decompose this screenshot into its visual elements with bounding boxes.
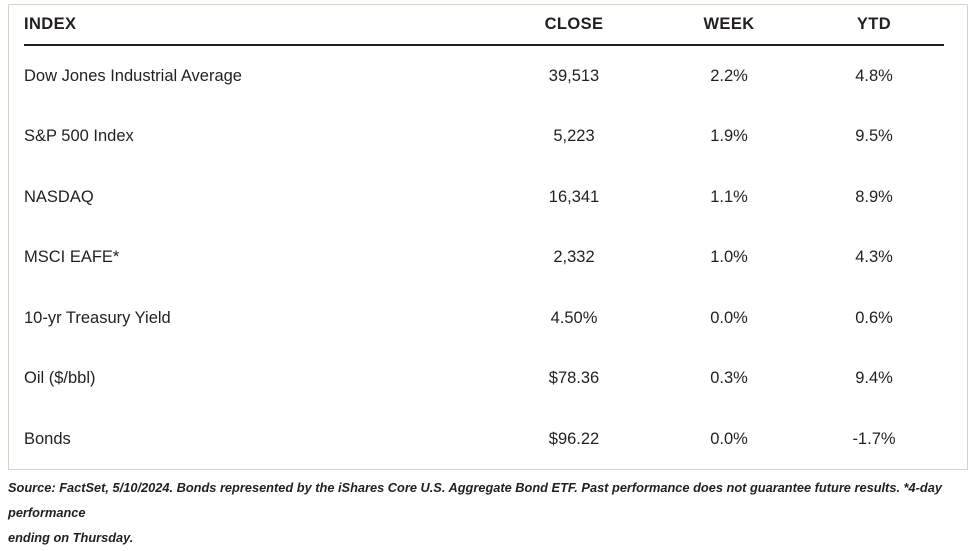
- cell-week: 0.3%: [710, 369, 748, 388]
- cell-week: 0.0%: [710, 308, 748, 327]
- table-body: [24, 45, 944, 470]
- cell-week: 1.9%: [710, 127, 748, 146]
- cell-close: 5,223: [553, 127, 595, 146]
- cell-week: 1.1%: [710, 187, 748, 206]
- table-header: [24, 4, 944, 45]
- source-footnote: [8, 476, 968, 551]
- column-header-ytd: YTD: [804, 4, 944, 45]
- cell-index: NASDAQ: [24, 187, 94, 206]
- cell-close: 4.50%: [550, 308, 598, 327]
- cell-index: 10-yr Treasury Yield: [24, 308, 171, 327]
- cell-index: MSCI EAFE*: [24, 248, 120, 267]
- market-index-table: [24, 4, 944, 470]
- column-header-index: INDEX: [24, 4, 494, 45]
- cell-close: 16,341: [548, 187, 600, 206]
- column-header-close: CLOSE: [494, 4, 654, 45]
- cell-index: Oil ($/bbl): [24, 369, 96, 388]
- cell-ytd: -1.7%: [852, 429, 896, 448]
- cell-week: 0.0%: [710, 429, 748, 448]
- cell-index: Dow Jones Industrial Average: [24, 66, 242, 85]
- cell-ytd: 9.5%: [855, 127, 893, 146]
- cell-ytd: 4.8%: [855, 66, 893, 85]
- cell-close: 39,513: [548, 66, 600, 85]
- column-header-week: WEEK: [654, 4, 804, 45]
- cell-ytd: 8.9%: [855, 187, 893, 206]
- cell-ytd: 9.4%: [855, 369, 893, 388]
- footnote-line-2: ending on Thursday.: [8, 529, 134, 545]
- table-row: [24, 349, 944, 410]
- cell-week: 2.2%: [710, 66, 748, 85]
- table-row: [24, 409, 944, 470]
- cell-week: 1.0%: [710, 248, 748, 267]
- table-row: [24, 167, 944, 228]
- cell-ytd: 0.6%: [855, 308, 893, 327]
- cell-index: Bonds: [24, 429, 71, 448]
- table-row: [24, 45, 944, 107]
- table-row: [24, 228, 944, 289]
- cell-close: $78.36: [548, 369, 600, 388]
- cell-index: S&P 500 Index: [24, 127, 134, 146]
- table-header-row: [24, 4, 944, 45]
- cell-close: $96.22: [548, 429, 600, 448]
- footnote-line-1: Source: FactSet, 5/10/2024. Bonds represented by the iShares Core U.S. Aggregate Bond ETF. Past performance does not guarantee future results. *4-day performance: [8, 480, 942, 520]
- cell-ytd: 4.3%: [855, 248, 893, 267]
- table-row: [24, 288, 944, 349]
- table-row: [24, 107, 944, 168]
- cell-close: 2,332: [553, 248, 595, 267]
